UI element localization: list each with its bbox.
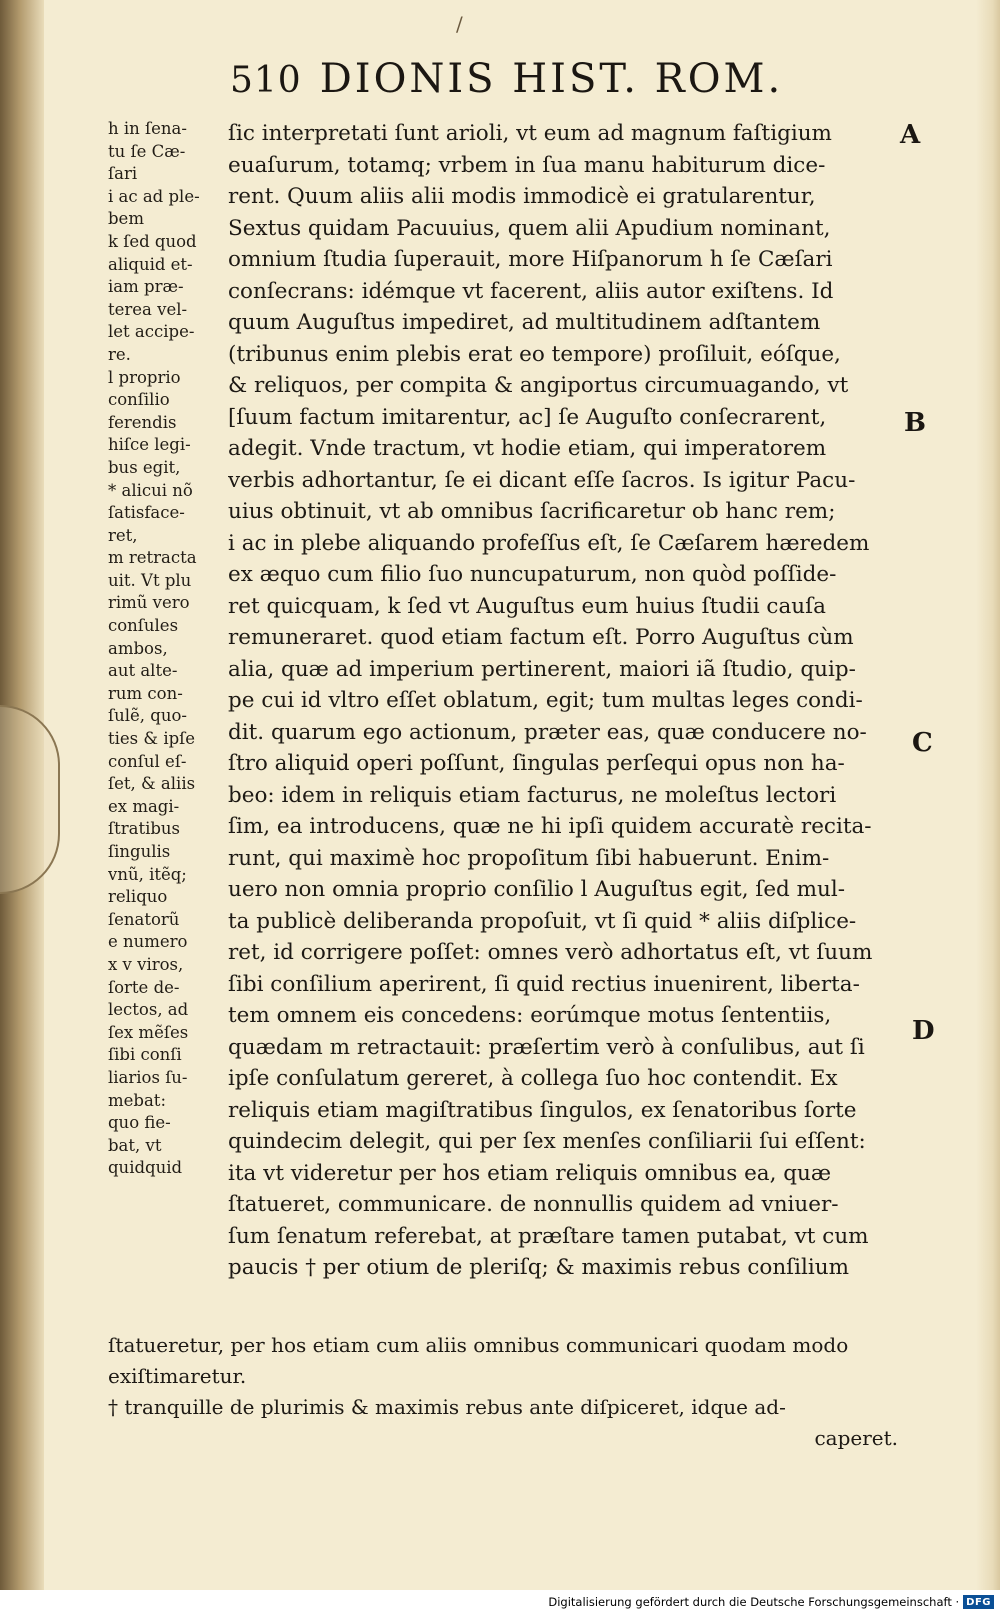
marginal-note-line: ties & ipſe <box>108 729 196 749</box>
marginal-note-line: vnũ, itẽq; <box>108 864 187 884</box>
marginal-note-line: ſorte de- <box>108 977 180 997</box>
text-line: quum Auguſtus impediret, ad multitudinem adſtantem <box>228 310 821 335</box>
marginal-note-line: hiſce legi- <box>108 435 191 455</box>
marginal-note-line: ſet, & aliis <box>108 774 196 794</box>
marginal-note-line: conſul eſ- <box>108 751 187 771</box>
section-letter-b: B <box>904 408 926 438</box>
marginal-note-line: ſingulis <box>108 842 171 861</box>
text-line: (tribunus enim plebis erat eo tempore) proſiluit, eóſque, <box>228 341 841 367</box>
marginal-note-line: tu ſe Cæ- <box>108 141 186 161</box>
text-line: ſum ſenatum referebat, at præſtare tamen putabat, vt cum <box>228 1223 869 1249</box>
text-line: quædam m retractauit: præſertim verò à conſulibus, aut ſi <box>228 1034 865 1060</box>
marginal-note-line: ferendis <box>108 412 177 432</box>
marginal-note-line: bem <box>108 209 144 229</box>
text-line: conſecrans: idémque vt facerent, aliis autor exiſtens. Id <box>228 278 834 304</box>
footnote-block <box>108 1330 898 1454</box>
marginal-note-line: h in ſena- <box>108 119 187 138</box>
text-line: alia, quæ ad imperium pertinerent, maiori iã ſtudio, quip- <box>228 656 856 682</box>
footnote-line: exiſtimaretur. <box>108 1364 247 1388</box>
marginal-note-line: ſex mẽſes <box>108 1022 189 1042</box>
text-line: [ſuum factum imitarentur, ac] ſe Auguſto conſecrarent, <box>228 404 827 430</box>
text-line: ſic interpretati ſunt arioli, vt eum ad magnum faſtigium <box>228 121 832 146</box>
marginal-note-line: let accipe- <box>108 322 195 342</box>
marginal-note-line: ſibi conſi <box>108 1045 182 1065</box>
page-clip <box>0 705 60 894</box>
text-line: adegit. Vnde tractum, vt hodie etiam, qui imperatorem <box>228 436 827 461</box>
marginal-note-line: i ac ad ple- <box>108 186 200 206</box>
text-line: ex æquo cum filio ſuo nuncupaturum, non quòd poſſide- <box>228 562 837 587</box>
footnote-line: ſtatueretur, per hos etiam cum aliis omnibus communicari quodam modo <box>108 1333 849 1357</box>
page-edge <box>976 0 1000 1590</box>
marginal-note-line: terea vel- <box>108 299 188 319</box>
page-number: 510 <box>230 60 302 101</box>
section-letter-a: A <box>900 120 921 150</box>
text-line: ſtatueret, communicare. de nonnullis quidem ad vniuer- <box>228 1192 839 1217</box>
text-line: uius obtinuit, vt ab omnibus ſacrificaretur ob hanc rem; <box>228 499 836 524</box>
marginal-note-line: liarios ſu- <box>108 1067 188 1087</box>
marginal-note-line: ſari <box>108 164 138 184</box>
marginal-note-line: quidquid <box>108 1158 183 1178</box>
marginal-note-line: rum con- <box>108 683 183 703</box>
text-line: verbis adhortantur, ſe ei dicant eſſe ſacros. Is igitur Pacu- <box>228 467 856 493</box>
text-line: ret quicquam, k ſed vt Auguſtus eum huius ſtudii cauſa <box>228 593 826 619</box>
marginal-note-line: k ſed quod <box>108 231 197 251</box>
text-line: quindecim delegit, qui per ſex menſes conſiliarii ſui eſſent: <box>228 1129 866 1154</box>
marginal-note-line: rimũ vero <box>108 593 190 613</box>
text-line: ta publicè deliberanda propoſuit, vt ſi quid * aliis diſplice- <box>228 908 857 934</box>
credit-text: Digitalisierung gefördert durch die Deutsche Forschungsgemeinschaft · <box>548 1595 960 1609</box>
marginal-note-line: uit. Vt plu <box>108 570 192 590</box>
text-line: rent. Quum aliis alii modis immodicè ei gratularentur, <box>228 184 816 209</box>
text-line: & reliquos, per compita & angiportus circumuagando, vt <box>228 373 849 398</box>
text-line: paucis † per otium de pleriſq; & maximis rebus conſilium <box>228 1255 850 1280</box>
footnote-line: caperet. <box>814 1426 898 1450</box>
marginal-note-line: ambos, <box>108 638 168 658</box>
text-line: uero non omnia proprio conſilio l Auguſtus egit, ſed mul- <box>228 877 846 902</box>
text-line: ret, id corrigere poſſet: omnes verò adhortatus eſt, vt ſuum <box>228 940 873 965</box>
marginal-note-line: * alicui nõ <box>108 480 193 500</box>
marginal-note-line: lectos, ad <box>108 1000 189 1020</box>
marginal-note-line: m retracta <box>108 548 197 568</box>
text-line: euaſurum, totamq; vrbem in ſua manu habiturum dice- <box>228 152 826 178</box>
marginal-note-line: bus egit, <box>108 457 181 477</box>
marginal-note-line: mebat: <box>108 1090 166 1110</box>
text-line: runt, qui maximè hoc propoſitum ſibi habuerunt. Enim- <box>228 845 830 871</box>
text-line: ſtro aliquid operi poſſunt, ſingulas perſequi opus non ha- <box>228 751 845 776</box>
marginal-note-line: l proprio <box>108 367 181 387</box>
footnote-line: † tranquille de plurimis & maximis rebus ante diſpiceret, idque ad- <box>108 1395 786 1419</box>
text-line: ita vt videretur per hos etiam reliquis omnibus ea, quæ <box>228 1160 832 1186</box>
text-line: Sextus quidam Pacuuius, quem alii Apudium nominant, <box>228 215 831 241</box>
text-line: ſibi conſilium aperirent, ſi quid rectius inuenirent, liberta- <box>228 971 860 997</box>
marginal-note-line: aut alte- <box>108 661 178 681</box>
text-line: tem omnem eis concedens: eorúmque motus ſententiis, <box>228 1003 832 1028</box>
text-line: ſim, ea introducens, quæ ne hi ipſi quidem accuratè recita- <box>228 814 872 839</box>
marginal-note-line: ret, <box>108 525 138 545</box>
marginal-note-line: bat, vt <box>108 1135 162 1155</box>
text-line: remuneraret. quod etiam factum eſt. Porro Auguſtus cùm <box>228 625 854 650</box>
marginal-notes <box>108 118 220 1180</box>
text-line: i ac in plebe aliquando profeſſus eſt, ſe Cæſarem hæredem <box>228 530 870 556</box>
main-text-column <box>228 118 896 1284</box>
marginal-note-line: aliquid et- <box>108 254 193 274</box>
digitization-credit <box>0 1592 1000 1612</box>
section-letter-d: D <box>912 1016 935 1046</box>
text-line: reliquis etiam magiſtratibus ſingulos, ex ſenatoribus ſorte <box>228 1097 857 1123</box>
top-mark: / <box>456 12 463 36</box>
marginal-note-line: iam præ- <box>108 277 184 297</box>
section-letter-c: C <box>912 728 933 758</box>
marginal-note-line: ſatisface- <box>108 503 185 523</box>
text-line: pe cui id vltro eſſet oblatum, egit; tum multas leges condi- <box>228 688 863 713</box>
marginal-note-line: ſtratibus <box>108 819 181 839</box>
marginal-note-line: e numero <box>108 932 188 952</box>
running-head-title: DIONIS HIST. ROM. <box>319 56 784 102</box>
marginal-note-line: conſules <box>108 616 179 636</box>
marginal-note-line: reliquo <box>108 887 168 907</box>
text-line: omnium ſtudia ſuperauit, more Hiſpanorum h ſe Cæſari <box>228 247 833 272</box>
dfg-logo: DFG <box>963 1595 994 1609</box>
text-line: dit. quarum ego actionum, præter eas, quæ conducere no- <box>228 719 867 745</box>
marginal-note-line: quo fie- <box>108 1113 171 1133</box>
marginal-note-line: ſenatorũ <box>108 909 180 929</box>
text-line: beo: idem in reliquis etiam facturus, ne moleſtus lectori <box>228 782 837 808</box>
text-line: ipſe conſulatum gereret, à collega ſuo hoc contendit. Ex <box>228 1066 838 1091</box>
running-header <box>230 56 830 102</box>
marginal-note-line: x v viros, <box>108 954 184 974</box>
marginal-note-line: re. <box>108 344 131 364</box>
marginal-note-line: conſilio <box>108 390 170 410</box>
marginal-note-line: ſulẽ, quo- <box>108 706 187 726</box>
marginal-note-line: ex magi- <box>108 796 180 816</box>
